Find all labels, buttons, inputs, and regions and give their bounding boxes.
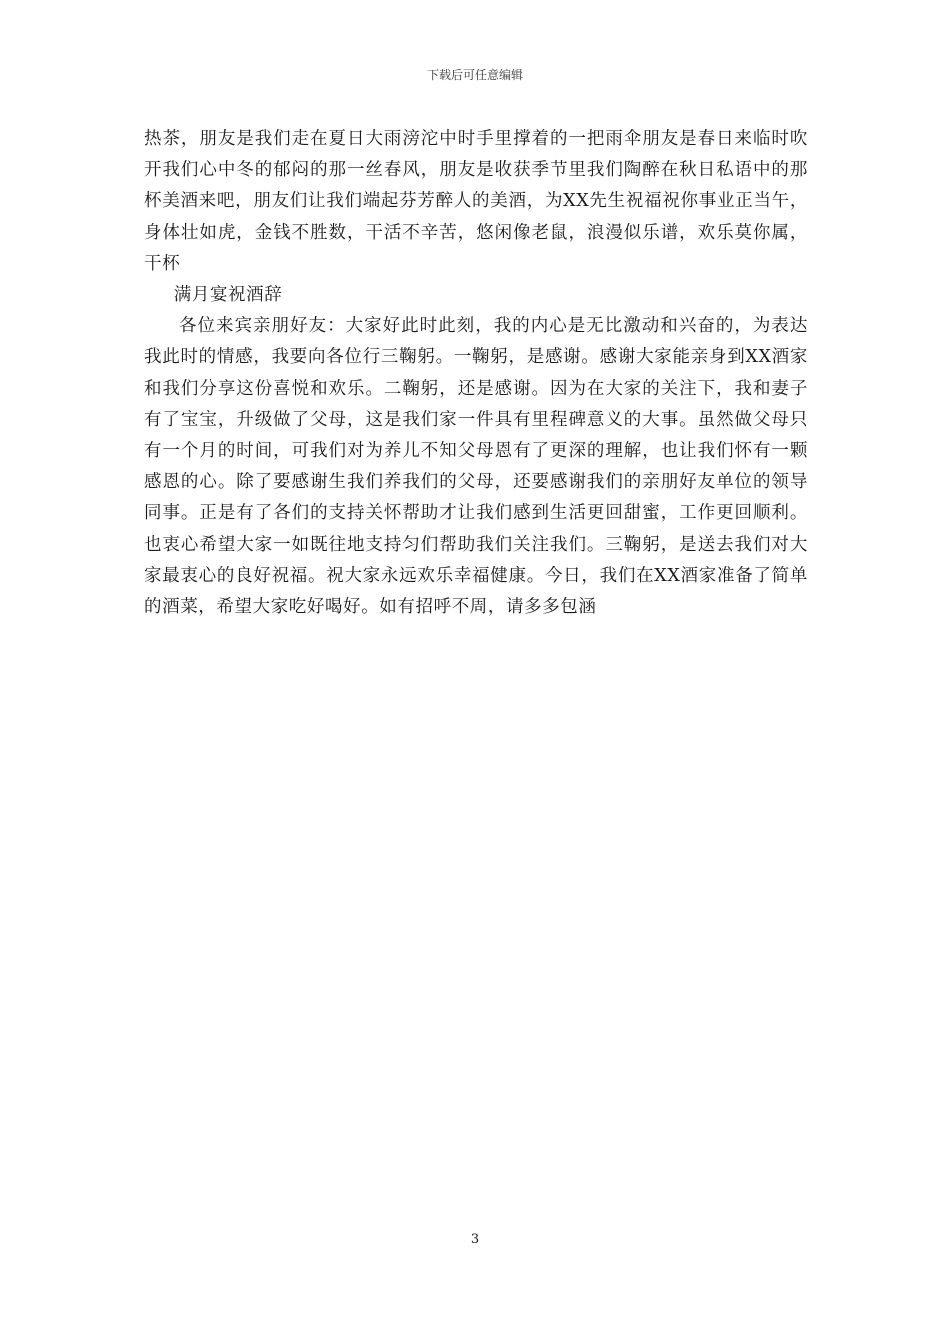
paragraph-continuation: 热茶，朋友是我们走在夏日大雨滂沱中时手里撑着的一把雨伞朋友是春日来临时吹开我们心中冬的郁闷的那一丝春风，朋友是收获季节里我们陶醉在秋日私语中的那杯美酒来吧，朋友们让我们端起芬芳醉人的美酒，为XX先生祝福祝你事业正当午，身体壮如虎，金钱不胜数，干活不辛苦，悠闲像老鼠，浪漫似乐谱，欢乐莫你属，干杯 [144, 129, 808, 274]
section-title: 满月宴祝酒辞 [173, 285, 283, 306]
document-body [144, 124, 808, 623]
paragraph-toast-speech: 各位来宾亲朋好友：大家好此时此刻，我的内心是无比激动和兴奋的，为表达我此时的情感，我要向各位行三鞠躬。一鞠躬，是感谢。感谢大家能亲身到XX酒家和我们分享这份喜悦和欢乐。二鞠躬，还是感谢。因为在大家的关注下，我和妻子有了宝宝，升级做了父母，这是我们家一件具有里程碑意义的大事。虽然做父母只有一个月的时间，可我们对为养儿不知父母恩有了更深的理解，也让我们怀有一颗感恩的心。除了要感谢生我们养我们的父母，还要感谢我们的亲朋好友单位的领导同事。正是有了各们的支持关怀帮助才让我们感到生活更回甜蜜，工作更回顺利。也衷心希望大家一如既往地支持匀们帮助我们关注我们。三鞠躬，是送去我们对大家最衷心的良好祝福。祝大家永远欢乐幸福健康。今日，我们在XX酒家准备了简单的酒菜，希望大家吃好喝好。如有招呼不周，请多多包涵 [144, 316, 808, 618]
page-header: 下载后可任意编辑 [426, 68, 523, 82]
page-number: 3 [470, 1232, 480, 1247]
